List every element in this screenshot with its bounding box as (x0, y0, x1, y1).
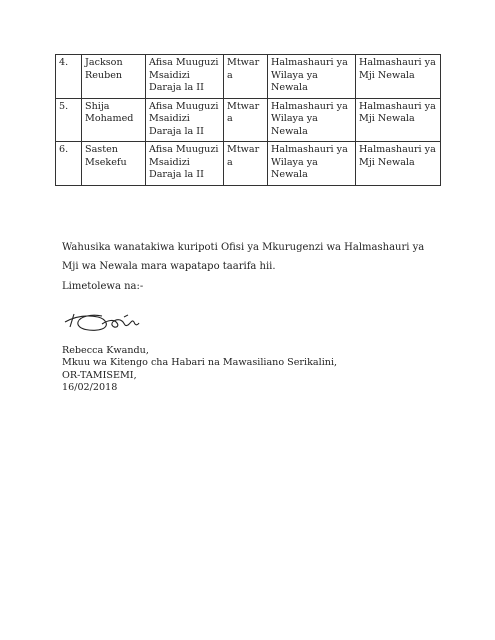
transfer-table-body (56, 55, 441, 186)
signature-block (62, 345, 337, 395)
cell-title: Afisa Muuguzi Msaidizi Daraja la II (146, 142, 224, 186)
cell-name: Shija Mohamed (82, 98, 146, 142)
cell-to: Halmashauri ya Mji Newala (356, 142, 441, 186)
cell-number: 6. (56, 142, 82, 186)
transfer-table (55, 54, 441, 186)
cell-from: Halmashauri ya Wilaya ya Newala (268, 55, 356, 99)
cell-number: 5. (56, 98, 82, 142)
cell-title: Afisa Muuguzi Msaidizi Daraja la II (146, 98, 224, 142)
cell-to: Halmashauri ya Mji Newala (356, 55, 441, 99)
cell-from: Halmashauri ya Wilaya ya Newala (268, 142, 356, 186)
cell-name: Sasten Msekefu (82, 142, 146, 186)
signatory-office: OR-TAMISEMI, (62, 369, 137, 381)
cell-region: Mtwara (224, 55, 268, 99)
cell-number: 4. (56, 55, 82, 99)
cell-from: Halmashauri ya Wilaya ya Newala (268, 98, 356, 142)
cell-region: Mtwara (224, 142, 268, 186)
table-row (56, 55, 441, 99)
table-row (56, 142, 441, 186)
signatory-position: Mkuu wa Kitengo cha Habari na Mawasiliano Serikalini, (62, 357, 338, 369)
cell-region: Mtwara (224, 98, 268, 142)
handwritten-signature (62, 302, 142, 338)
document-date: 16/02/2018 (62, 382, 118, 394)
cell-title: Afisa Muuguzi Msaidizi Daraja la II (146, 55, 224, 99)
issued-by-label: Limetolewa na:- (62, 281, 144, 292)
table-row (56, 98, 441, 142)
reporting-notice: Wahusika wanatakiwa kuripoti Ofisi ya Mkurugenzi wa Halmashauri ya Mji wa Newala mara wapatapo taarifa hii. (62, 242, 425, 272)
cell-name: Jackson Reuben (82, 55, 146, 99)
cell-to: Halmashauri ya Mji Newala (356, 98, 441, 142)
signatory-name: Rebecca Kwandu, (62, 345, 149, 356)
